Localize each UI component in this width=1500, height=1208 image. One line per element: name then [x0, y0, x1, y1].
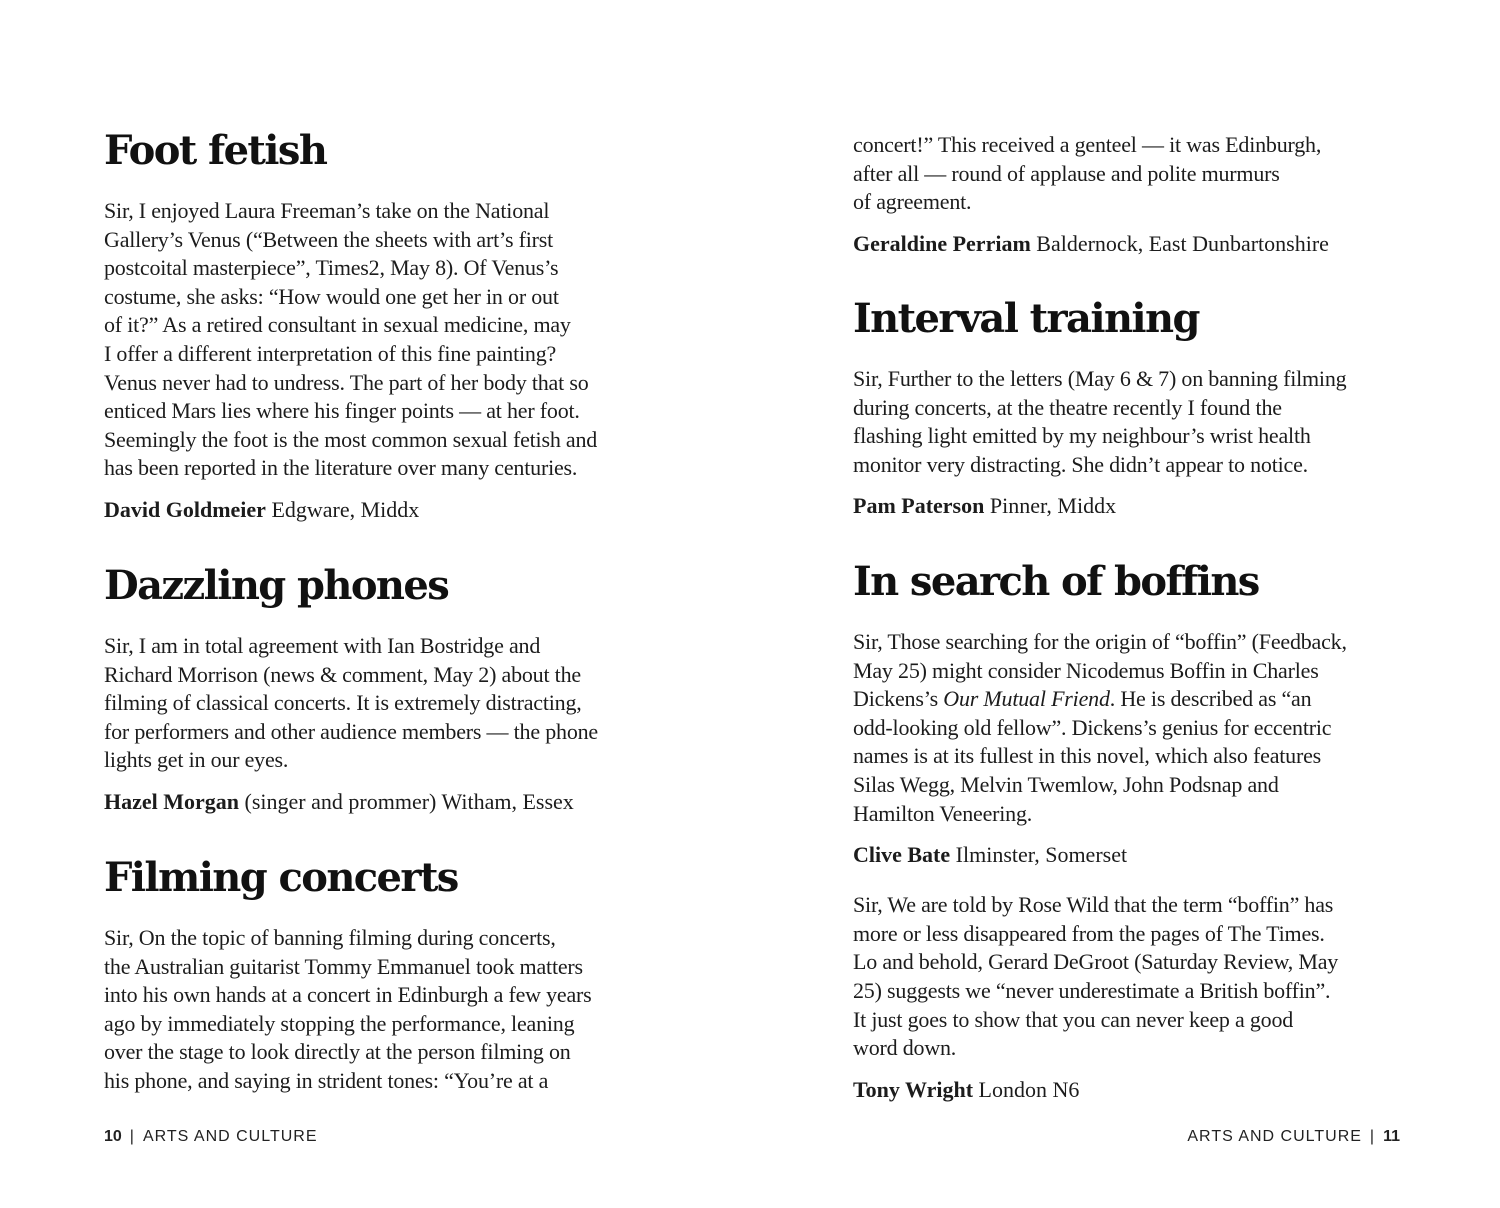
section-title: In search of boffins	[853, 558, 1259, 605]
author-name: Pam Paterson	[853, 493, 985, 519]
letter-body: concert!” This received a genteel — it was Edinburgh, after all — round of applause and polite murmurs of agreement.	[853, 132, 1322, 215]
letter-continuation	[853, 131, 1413, 258]
letter-signature	[853, 492, 1413, 520]
letter-signature	[853, 230, 1413, 258]
author-name: Hazel Morgan	[104, 788, 240, 814]
letter-body: Sir, Further to the letters (May 6 & 7) on banning filming during concerts, at the theatre recently I found the flashing light emitted by my neighbour’s wrist health monitor very distracting. She didn’t appear to notice.	[853, 366, 1347, 477]
section-title: Dazzling phones	[104, 562, 449, 609]
letter-body: Sir, I enjoyed Laura Freeman’s take on the National Gallery’s Venus (“Between the sheets with art’s first postcoital masterpiece”, Times2, May 8). Of Venus’s costume, she asks: “How would one get her in or out of it?” As a retired consultant in sexual medicine, may I offer a different interpretation of this fine painting? Venus never had to undress. The part of her body that so enticed Mars lies where his finger points — at her foot. Seemingly the foot is the most common sexual fetish and has been reported in the literature over many centuries.	[104, 198, 598, 481]
letter-signature	[104, 788, 664, 816]
author-name: David Goldmeier	[104, 496, 266, 522]
letter-filming-concerts	[104, 854, 664, 1096]
letter-body: Sir, Those searching for the origin of “boffin” (Feedback, May 25) might consider Nicodemus Boffin in Charles Dickens’s Our Mutual Friend. He is described as “an odd-looking old fellow”. Dickens’s genius for eccentric names is at its fullest in this novel, which also features Silas Wegg, Melvin Twemlow, John Podsnap and Hamilton Veneering.	[853, 629, 1347, 826]
running-section-title: ARTS AND CULTURE	[142, 1128, 318, 1145]
letter-body: Sir, We are told by Rose Wild that the term “boffin” has more or less disappeared from the pages of The Times. Lo and behold, Gerard DeGroot (Saturday Review, May 25) suggests we “never underestimate a British boffin”. It just goes to show that you can never keep a good word down.	[853, 892, 1339, 1061]
letter-in-search-of-boffins	[853, 558, 1413, 1104]
letter-body: Sir, On the topic of banning filming during concerts, the Australian guitarist Tommy Emmanuel took matters into his own hands at a concert in Edinburgh a few years ago by immediately stopping the performance, leaning over the stage to look directly at the person filming on his phone, and saying in strident tones: “You’re at a	[104, 925, 592, 1093]
letter-body: Sir, I am in total agreement with Ian Bostridge and Richard Morrison (news & comment, May 2) about the filming of classical concerts. It is extremely distracting, for performers and other audience members — the phone lights get in our eyes.	[104, 633, 598, 773]
page-number: 10	[104, 1128, 122, 1145]
author-location: (singer and prommer) Witham, Essex	[239, 788, 574, 814]
footer-separator: |	[1369, 1128, 1376, 1145]
author-name: Clive Bate	[853, 842, 951, 868]
section-title: Foot fetish	[104, 127, 327, 174]
author-location: London N6	[973, 1076, 1080, 1102]
footer-separator: |	[129, 1128, 135, 1145]
letter-interval-training	[853, 295, 1413, 520]
author-location: Baldernock, East Dunbartonshire	[1030, 230, 1329, 256]
author-location: Pinner, Middx	[984, 493, 1117, 519]
book-title: Our Mutual Friend	[943, 686, 1110, 712]
letter-signature	[853, 1076, 1413, 1104]
letter-dazzling-phones	[104, 562, 664, 816]
author-name: Geraldine Perriam	[853, 230, 1031, 256]
right-page-footer	[1187, 1128, 1400, 1146]
section-title: Interval training	[853, 295, 1199, 342]
author-name: Tony Wright	[853, 1076, 974, 1102]
letter-signature	[104, 496, 664, 524]
page-number: 11	[1383, 1128, 1400, 1145]
letter-signature	[853, 841, 1413, 869]
author-location: Ilminster, Somerset	[950, 842, 1128, 868]
left-page-footer	[104, 1128, 318, 1146]
letter-foot-fetish	[104, 127, 664, 524]
author-location: Edgware, Middx	[265, 496, 420, 522]
section-title: Filming concerts	[104, 854, 458, 901]
running-section-title: ARTS AND CULTURE	[1187, 1128, 1362, 1145]
